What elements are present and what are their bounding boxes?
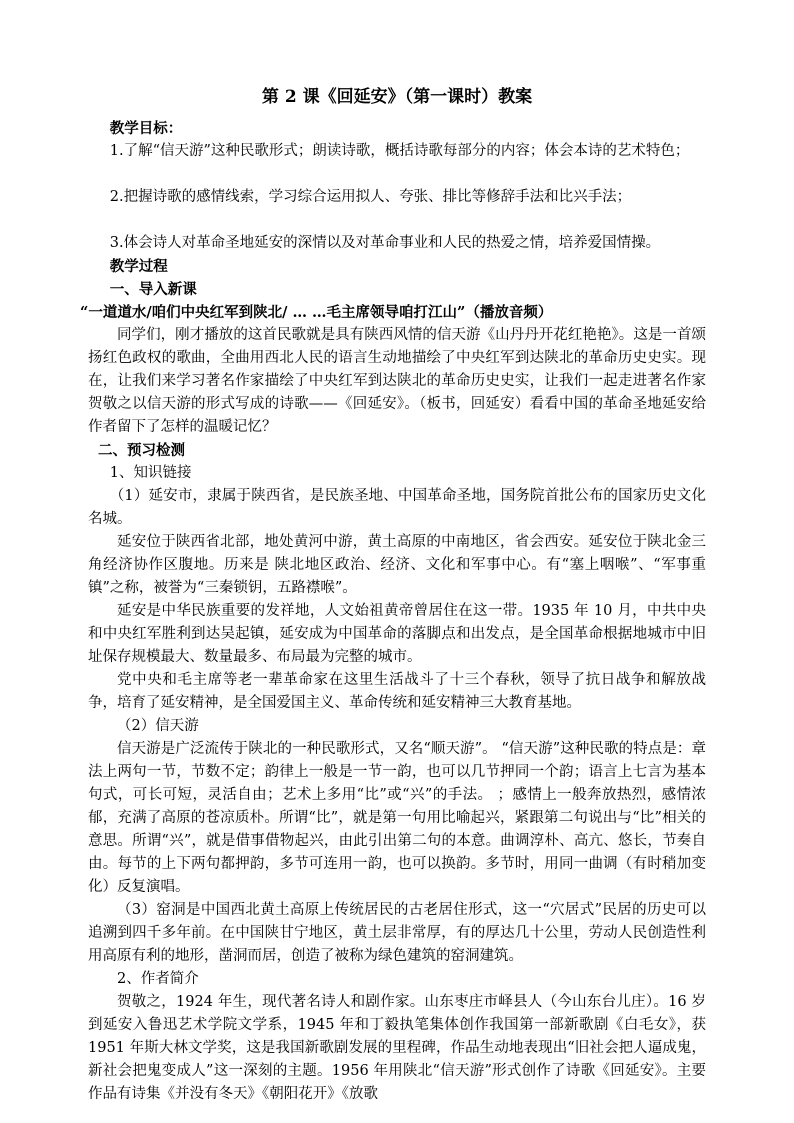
paragraph-yaodong: （3）窑洞是中国西北黄土高原上传统居民的古老居住形式，这一“穴居式”民居的历史可以追溯到四千多年前。在中国陕甘宁地区，黄土层非常厚，有的厚达几十公里，劳动人民创造性利用高原有利的地形，凿洞而居，创造了被称为绿色建筑的窑洞建筑。 [88,902,706,964]
subsection-author-intro: 2、作者简介 [117,971,199,987]
page-title: 第 2 课《回延安》（第一课时）教案 [261,87,533,107]
xintianyou-heading: （2）信天游 [117,718,199,734]
goal-1: 1.了解“信天游”这种民歌形式；朗读诗歌，概括诗歌每部分的内容；体会本诗的艺术特色； [109,143,690,159]
section1-heading: 一、导入新课 [109,281,197,298]
paragraph-xintianyou: 信天游是广泛流传于陕北的一种民歌形式，又名“顺天游”。 “信天游”这种民歌的特点是：章法上两句一节，节数不定；韵律上一般是一节一韵，也可以几节押同一个韵；语言上七言为基本句式，可长可短，灵活自由；艺术上多用“比”或“兴”的手法。 ；感情上一般奔放热烈，感情浓郁，充满了高原的苍凉质朴。所谓“比”，就是第一句用比喻起兴，紧跟第二句说出与“比”相关的意思。所谓“兴”，就是借事借物起兴，由此引出第二句的本意。曲调淳朴、高亢、悠长，节奏自由。每节的上下两句都押韵，多节可连用一韵，也可以换韵。多节时，用同一曲调（有时稍加变化）反复演唱。 [88,741,706,895]
process-heading: 教学过程 [109,258,168,275]
paragraph-yanan-1: （1）延安市，隶属于陕西省，是民族圣地、中国革命圣地，国务院首批公布的国家历史文化名城。 [88,488,706,527]
goal-2: 2.把握诗歌的感情线索，学习综合运用拟人、夸张、排比等修辞手法和比兴手法； [109,189,632,205]
paragraph-yanan-4: 党中央和毛主席等老一辈革命家在这里生活战斗了十三个春秋，领导了抗日战争和解放战争，培育了延安精神，是全国爱国主义、革命传统和延安精神三大教育基地。 [88,672,706,711]
paragraph-yanan-3: 延安是中华民族重要的发祥地，人文始祖黄帝曾居住在这一带。1935 年 10 月，中共中央和中央红军胜利到达吴起镇，延安成为中国革命的落脚点和出发点，是全国革命根据地城市中旧址保存规模最大、数量最多、布局最为完整的城市。 [88,603,706,665]
song-lyric-line: “一道道水/咱们中央红军到陕北/ … …毛主席领导咱打江山”（播放音频） [80,304,553,321]
paragraph-yanan-2: 延安位于陕西省北部，地处黄河中游，黄土高原的中南地区，省会西安。延安位于陕北金三角经济协作区腹地。历来是 陕北地区政治、经济、文化和军事中心。有“塞上咽喉”、“军事重镇”之称，被誉为“三秦锁钥，五路襟喉”。 [88,534,706,596]
section2-heading: 二、预习检测 [98,442,185,459]
subsection-knowledge-link: 1、知识链接 [109,465,192,481]
goal-3: 3.体会诗人对革命圣地延安的深情以及对革命事业和人民的热爱之情，培养爱国情操。 [109,235,661,251]
document-body [80,117,706,1106]
goals-heading: 教学目标： [109,120,183,137]
paragraph-author: 贺敬之，1924 年生，现代著名诗人和剧作家。山东枣庄市峄县人（今山东台儿庄）。16 岁到延安入鲁迅艺术学院文学系，1945 年和丁毅执笔集体创作我国第一部新歌剧《白毛女》，获 1951 年斯大林文学奖，这是我国新歌剧发展的里程碑，作品生动地表现出“旧社会把人逼成鬼，新社会把鬼变成人”这一深刻的主题。1956 年用陕北“信天游”形式创作了诗歌《回延安》。主要作品有诗集《并没有冬天》《朝阳花开》《放歌 [88,994,706,1102]
intro-paragraph: 同学们，刚才播放的这首民歌就是具有陕西风情的信天游《山丹丹开花红艳艳》。这是一首颂扬红色政权的歌曲，全曲用西北人民的语言生动地描绘了中央红军到达陕北的革命历史史实。现在，让我们来学习著名作家描绘了中央红军到达陕北的革命历史史实，让我们一起走进著名作家贺敬之以信天游的形式写成的诗歌——《回延安》。（板书，回延安）看看中国的革命圣地延安给作者留下了怎样的温暖记忆？ [88,327,706,435]
